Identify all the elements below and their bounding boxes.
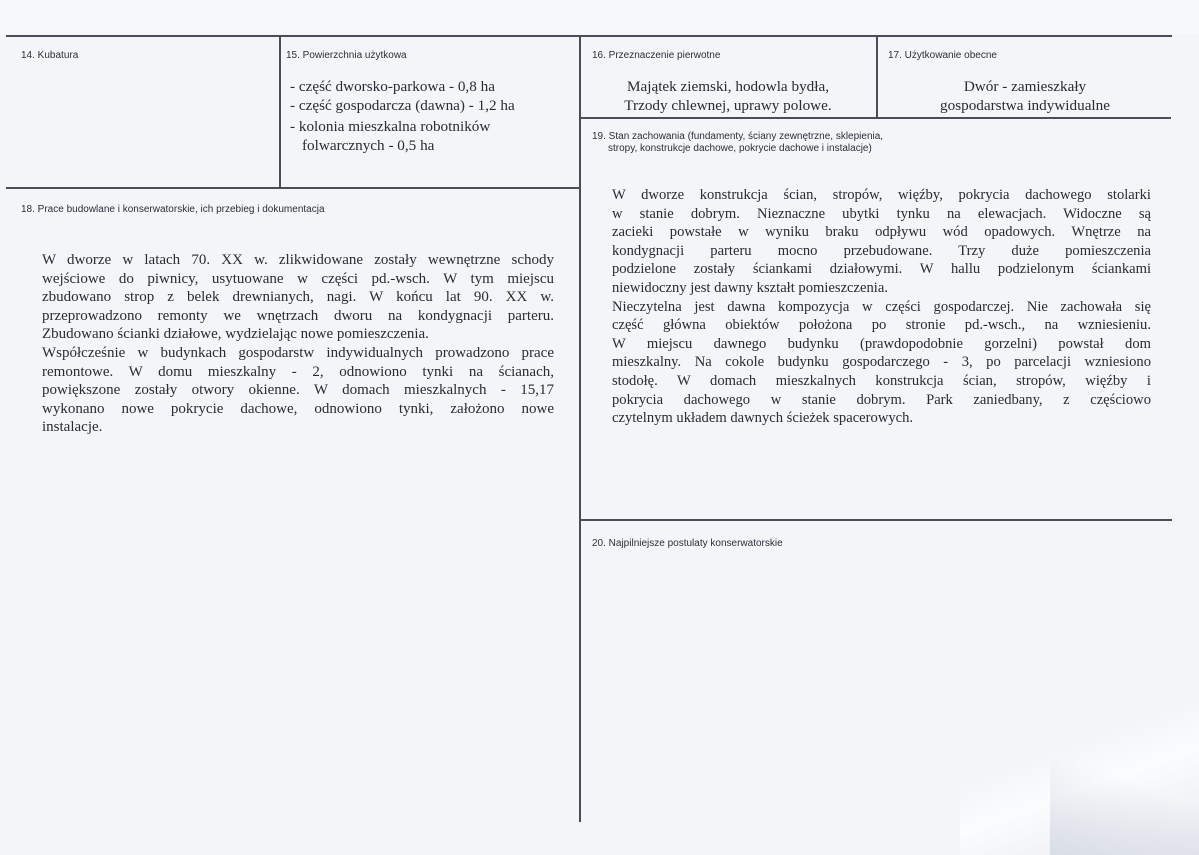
content-line: Nieczytelna jest dawna kompozycja w części gospodarczej. Nie zachowała się bbox=[612, 298, 1151, 315]
divider-h-right-bottom bbox=[579, 519, 1172, 521]
header-line: stropy, konstrukcje dachowe, pokrycie dachowe i instalacje) bbox=[608, 143, 872, 154]
content-line: wejściowe do piwnicy, usytuowane w części pd.-wsch. W tym miejscu bbox=[42, 270, 554, 287]
section-19-content bbox=[612, 186, 1151, 428]
section-18-content bbox=[42, 251, 554, 437]
divider-v-3 bbox=[876, 36, 878, 117]
divider-v-2 bbox=[579, 36, 581, 822]
content-line: powiększone zostały otwory okienne. W domach mieszkalnych - 15,17 bbox=[42, 382, 554, 399]
content-line: Dwór - zamieszkały bbox=[963, 78, 1087, 95]
top-border-line bbox=[6, 35, 1172, 37]
page-curl-shadow bbox=[1050, 760, 1199, 855]
content-line: mieszkalny. Na cokole budynku gospodarczego - 3, po parcelacji wzniesiono bbox=[612, 354, 1151, 371]
top-edge bbox=[0, 0, 1199, 34]
header-line: 19. Stan zachowania (fundamenty, ściany zewnętrzne, sklepienia, bbox=[592, 131, 884, 142]
section-15-content bbox=[290, 78, 575, 155]
content-line: gospodarstwa indywidualne bbox=[940, 96, 1110, 114]
area-item: - część gospodarcza (dawna) - 1,2 ha bbox=[290, 96, 515, 114]
section-17-content bbox=[880, 78, 1170, 115]
content-line: W dworze w latach 70. XX w. zlikwidowane zostały wewnętrzne schody bbox=[42, 252, 554, 268]
area-item: - część dworsko-parkowa - 0,8 ha bbox=[290, 78, 495, 95]
section-18-header: 18. Prace budowlane i konserwatorskie, ich przebieg i dokumentacja bbox=[21, 204, 325, 215]
section-17-header: 17. Użytkowanie obecne bbox=[888, 50, 997, 61]
content-line: Zbudowano ścianki działowe, wydzielając nowe pomieszczenia. bbox=[42, 326, 429, 343]
content-line: wykonano nowe pokrycie dachowe, odnowiono tynki, założono nowe bbox=[42, 400, 554, 417]
content-line: Trzody chlewnej, uprawy polowe. bbox=[624, 96, 832, 114]
content-line: niewidoczny jest dawny kształt pomieszczenia. bbox=[612, 279, 888, 296]
section-16-content bbox=[582, 78, 874, 115]
content-line: kondygnacji parteru mocno przebudowane. Trzy duże pomieszczenia bbox=[612, 242, 1151, 259]
content-line: podzielone zostały ściankami działowymi. W hallu podzielonym ściankami bbox=[612, 261, 1151, 278]
content-line: Majątek ziemski, hodowla bydła, bbox=[626, 78, 830, 95]
content-line: W miejscu dawnego budynku (prawdopodobnie gorzelni) powstał dom bbox=[612, 335, 1151, 352]
divider-h-right-top bbox=[579, 117, 1171, 119]
content-line: zbudowano strop z belek drewnianych, nagi. W końcu lat 90. XX w. bbox=[42, 289, 554, 306]
divider-h-left bbox=[6, 187, 580, 189]
area-item: folwarcznych - 0,5 ha bbox=[302, 136, 435, 154]
content-line: czytelnym układem dawnych ścieżek spacerowych. bbox=[612, 410, 914, 427]
section-20-header: 20. Najpilniejsze postulaty konserwatorskie bbox=[592, 538, 783, 549]
divider-v-1 bbox=[279, 36, 281, 187]
section-16-header: 16. Przeznaczenie pierwotne bbox=[592, 50, 721, 61]
content-line: część główna obiektów położona po stronie pd.-wsch., na wzniesieniu. bbox=[612, 317, 1151, 334]
content-line: przeprowadzono remonty we wnętrzach dworu na kondygnacji parteru. bbox=[42, 307, 554, 324]
section-15-header: 15. Powierzchnia użytkowa bbox=[286, 50, 407, 61]
content-line: Współcześnie w budynkach gospodarstw indywidualnych prowadzono prace bbox=[42, 344, 554, 361]
content-line: instalacje. bbox=[42, 419, 103, 436]
section-19-header bbox=[592, 131, 883, 155]
content-line: w stanie dobrym. Nieznaczne ubytki tynku na elewacjach. Widoczne są bbox=[612, 205, 1151, 222]
area-item: - kolonia mieszkalna robotników bbox=[290, 118, 491, 136]
content-line: stodołę. W domach mieszkalnych konstrukcja ścian, stropów, więźby i bbox=[612, 372, 1151, 389]
content-line: W dworze konstrukcja ścian, stropów, więźby, pokrycia dachowego stolarki bbox=[612, 187, 1151, 203]
content-line: remontowe. W domu mieszkalny - 2, odnowiono tynki na ścianach, bbox=[42, 363, 554, 380]
section-14-header: 14. Kubatura bbox=[21, 50, 79, 61]
content-line: zacieki powstałe w wyniku braku odpływu wód opadowych. Wnętrze na bbox=[612, 224, 1151, 241]
content-line: pokrycia dachowego w stanie dobrym. Park zaniedbany, z częściowo bbox=[612, 391, 1151, 408]
